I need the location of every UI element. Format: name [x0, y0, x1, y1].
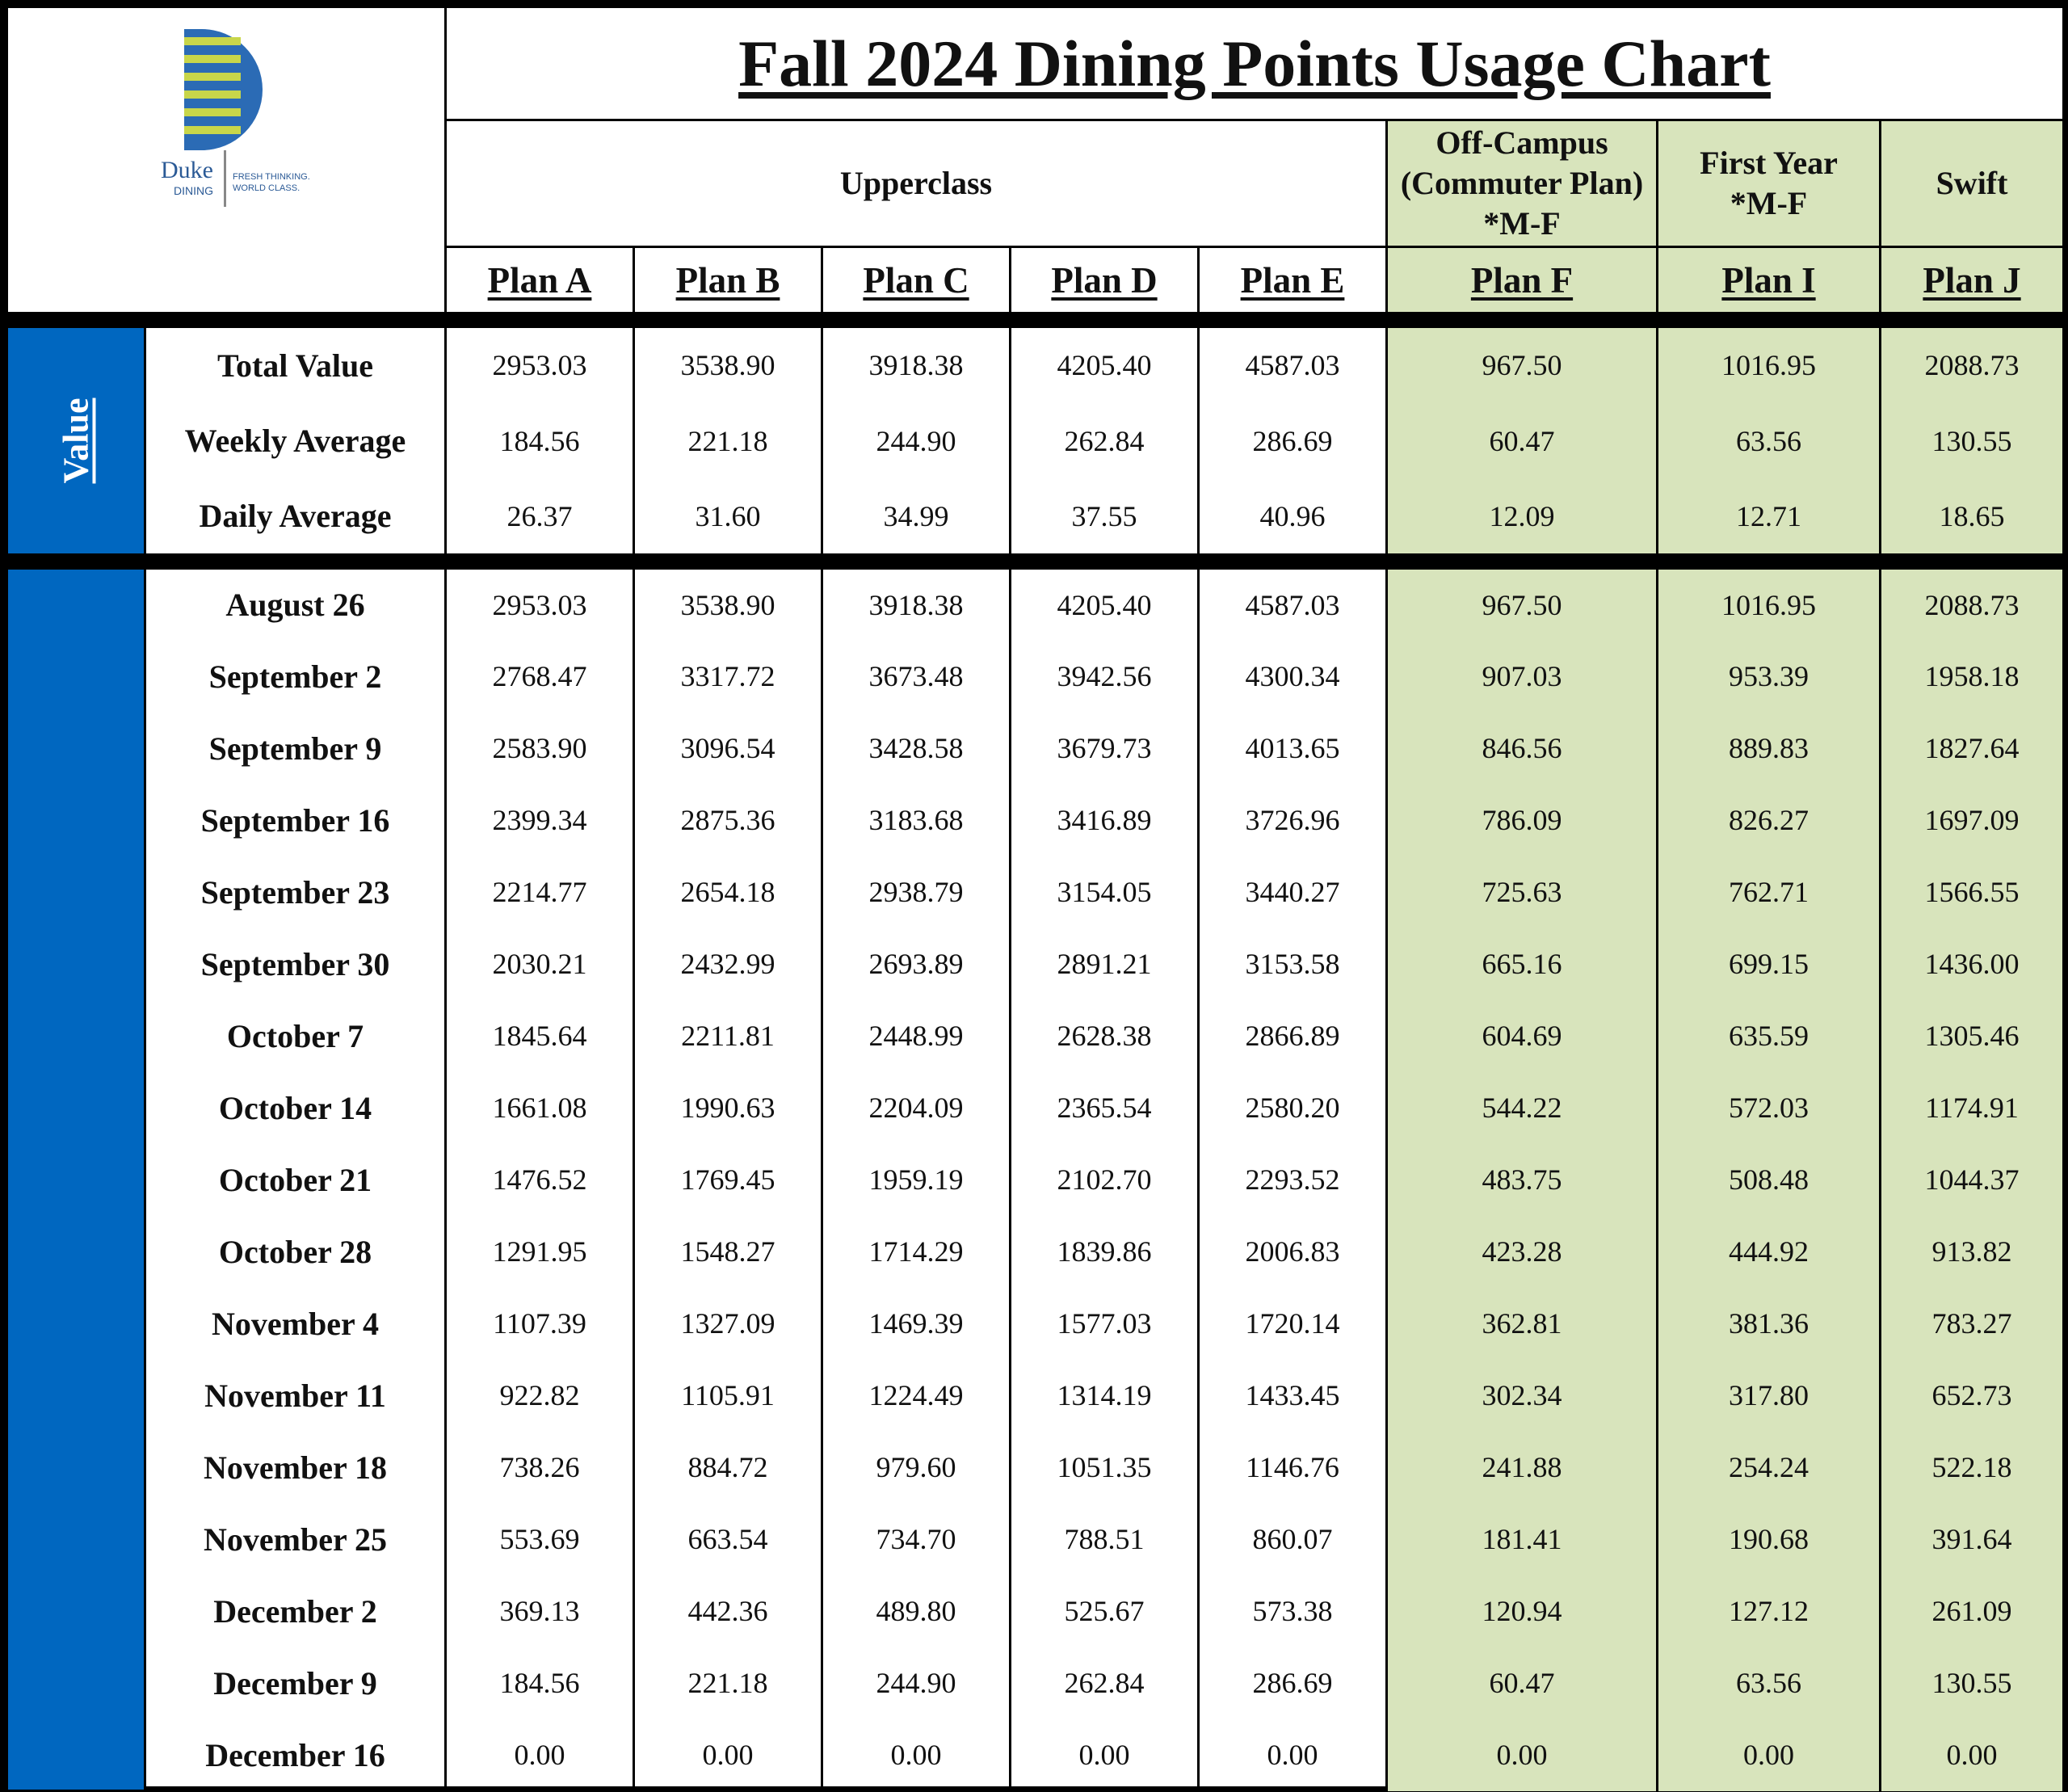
week-row [7, 1144, 2064, 1216]
value-cell: 508.48 [1658, 1144, 1881, 1216]
value-cell: 2891.21 [1011, 928, 1199, 1000]
value-cell: 2583.90 [446, 713, 634, 785]
plan-header: Plan I [1658, 247, 1881, 313]
value-cell: 2293.52 [1199, 1144, 1387, 1216]
logo-stripe [184, 73, 241, 81]
value-cell: 1959.19 [822, 1144, 1011, 1216]
logo-stripe [184, 37, 241, 45]
value-cell: 120.94 [1387, 1575, 1658, 1647]
week-row [7, 1504, 2064, 1575]
value-cell: 1697.09 [1881, 785, 2064, 856]
value-cell: 1314.19 [1011, 1360, 1199, 1432]
value-cell: 3440.27 [1199, 856, 1387, 928]
value-cell: 0.00 [634, 1719, 822, 1791]
value-cell: 4013.65 [1199, 713, 1387, 785]
value-cell: 190.68 [1658, 1504, 1881, 1575]
value-cell: 444.92 [1658, 1216, 1881, 1288]
week-row [7, 1072, 2064, 1144]
value-cell: 1291.95 [446, 1216, 634, 1288]
value-cell: 3726.96 [1199, 785, 1387, 856]
value-cell: 725.63 [1387, 856, 1658, 928]
value-cell: 302.34 [1387, 1360, 1658, 1432]
value-cell: 489.80 [822, 1575, 1011, 1647]
value-cell: 734.70 [822, 1504, 1011, 1575]
value-cell: 2102.70 [1011, 1144, 1199, 1216]
value-cell: 391.64 [1881, 1504, 2064, 1575]
value-cell: 1327.09 [634, 1288, 822, 1360]
value-cell: 652.73 [1881, 1360, 2064, 1432]
group-off-campus [1387, 120, 1658, 247]
value-cell: 369.13 [446, 1575, 634, 1647]
value-cell: 2399.34 [446, 785, 634, 856]
value-cell: 286.69 [1199, 403, 1387, 479]
value-cell: 184.56 [446, 1647, 634, 1719]
logo-stripe [184, 55, 241, 63]
week-row [7, 928, 2064, 1000]
value-cell: 3942.56 [1011, 641, 1199, 713]
value-cell: 1827.64 [1881, 713, 2064, 785]
value-cell: 2768.47 [446, 641, 634, 713]
value-cell: 2365.54 [1011, 1072, 1199, 1144]
value-cell: 423.28 [1387, 1216, 1658, 1288]
row-label: October 21 [145, 1144, 446, 1216]
value-cell: 1839.86 [1011, 1216, 1199, 1288]
value-cell: 3428.58 [822, 713, 1011, 785]
value-cell: 442.36 [634, 1575, 822, 1647]
value-cell: 2628.38 [1011, 1000, 1199, 1072]
value-cell: 3183.68 [822, 785, 1011, 856]
value-cell: 1661.08 [446, 1072, 634, 1144]
value-cell: 2088.73 [1881, 569, 2064, 641]
week-row [7, 713, 2064, 785]
value-cell: 665.16 [1387, 928, 1658, 1000]
value-cell: 1436.00 [1881, 928, 2064, 1000]
group-first-year-line-2: *M-F [1730, 185, 1808, 221]
logo-sub-text: DINING [174, 184, 213, 197]
value-cell: 1845.64 [446, 1000, 634, 1072]
value-cell: 127.12 [1658, 1575, 1881, 1647]
value-cell: 889.83 [1658, 713, 1881, 785]
week-row [7, 569, 2064, 641]
value-cell: 604.69 [1387, 1000, 1658, 1072]
value-cell: 0.00 [1387, 1719, 1658, 1791]
row-label: November 25 [145, 1504, 446, 1575]
value-cell: 34.99 [822, 479, 1011, 555]
value-cell: 3679.73 [1011, 713, 1199, 785]
row-label: Total Value [145, 327, 446, 403]
plan-header: Plan B [634, 247, 822, 313]
value-cell: 553.69 [446, 1504, 634, 1575]
value-cell: 0.00 [1011, 1719, 1199, 1791]
separator-bar [7, 555, 2064, 569]
separator-bar [7, 313, 2064, 327]
row-label: November 18 [145, 1432, 446, 1504]
weekly-section-band [7, 569, 145, 1791]
value-cell: 2204.09 [822, 1072, 1011, 1144]
value-cell: 0.00 [446, 1719, 634, 1791]
week-row [7, 1000, 2064, 1072]
row-label: September 23 [145, 856, 446, 928]
value-cell: 362.81 [1387, 1288, 1658, 1360]
value-cell: 913.82 [1881, 1216, 2064, 1288]
value-cell: 1566.55 [1881, 856, 2064, 928]
value-cell: 544.22 [1387, 1072, 1658, 1144]
logo-tagline-2: WORLD CLASS. [233, 183, 301, 193]
duke-dining-logo [145, 23, 331, 217]
value-cell: 18.65 [1881, 479, 2064, 555]
group-swift: Swift [1881, 120, 2064, 247]
value-cell: 2214.77 [446, 856, 634, 928]
value-cell: 60.47 [1387, 403, 1658, 479]
value-cell: 12.09 [1387, 479, 1658, 555]
week-row [7, 1216, 2064, 1288]
value-cell: 1107.39 [446, 1288, 634, 1360]
value-section-band [7, 327, 145, 555]
value-cell: 40.96 [1199, 479, 1387, 555]
logo-brand-text: Duke [161, 157, 213, 183]
group-off-campus-line-3: *M-F [1483, 205, 1561, 242]
value-cell: 525.67 [1011, 1575, 1199, 1647]
value-cell: 699.15 [1658, 928, 1881, 1000]
logo-divider [224, 150, 226, 207]
value-cell: 572.03 [1658, 1072, 1881, 1144]
value-cell: 0.00 [822, 1719, 1011, 1791]
value-cell: 2866.89 [1199, 1000, 1387, 1072]
value-cell: 2448.99 [822, 1000, 1011, 1072]
row-label: December 16 [145, 1719, 446, 1791]
value-row [7, 479, 2064, 555]
value-cell: 4300.34 [1199, 641, 1387, 713]
value-cell: 786.09 [1387, 785, 1658, 856]
value-row [7, 403, 2064, 479]
week-row [7, 785, 2064, 856]
group-first-year [1658, 120, 1881, 247]
value-cell: 967.50 [1387, 569, 1658, 641]
week-row [7, 1360, 2064, 1432]
row-label: October 28 [145, 1216, 446, 1288]
row-label: September 2 [145, 641, 446, 713]
section-separator [7, 555, 2064, 569]
row-label: September 9 [145, 713, 446, 785]
week-row [7, 1432, 2064, 1504]
group-upperclass: Upperclass [446, 120, 1387, 247]
logo-stripe [184, 108, 241, 116]
value-cell: 573.38 [1199, 1575, 1387, 1647]
value-cell: 1548.27 [634, 1216, 822, 1288]
group-first-year-line-1: First Year [1700, 145, 1838, 181]
value-cell: 846.56 [1387, 713, 1658, 785]
value-cell: 4587.03 [1199, 569, 1387, 641]
value-cell: 63.56 [1658, 1647, 1881, 1719]
value-cell: 221.18 [634, 1647, 822, 1719]
value-cell: 2938.79 [822, 856, 1011, 928]
value-cell: 4205.40 [1011, 327, 1199, 403]
value-cell: 860.07 [1199, 1504, 1387, 1575]
value-cell: 244.90 [822, 1647, 1011, 1719]
group-off-campus-line-2: (Commuter Plan) [1400, 165, 1644, 201]
value-cell: 12.71 [1658, 479, 1881, 555]
row-label: December 9 [145, 1647, 446, 1719]
plan-header: Plan E [1199, 247, 1387, 313]
value-row [7, 327, 2064, 403]
value-cell: 0.00 [1881, 1719, 2064, 1791]
value-cell: 3918.38 [822, 569, 1011, 641]
value-cell: 2953.03 [446, 327, 634, 403]
value-cell: 1224.49 [822, 1360, 1011, 1432]
value-cell: 381.36 [1658, 1288, 1881, 1360]
value-cell: 0.00 [1199, 1719, 1387, 1791]
value-cell: 2693.89 [822, 928, 1011, 1000]
value-cell: 60.47 [1387, 1647, 1658, 1719]
value-cell: 2953.03 [446, 569, 634, 641]
value-cell: 953.39 [1658, 641, 1881, 713]
value-cell: 738.26 [446, 1432, 634, 1504]
row-label: September 30 [145, 928, 446, 1000]
value-cell: 3096.54 [634, 713, 822, 785]
value-cell: 1174.91 [1881, 1072, 2064, 1144]
value-cell: 1958.18 [1881, 641, 2064, 713]
value-cell: 762.71 [1658, 856, 1881, 928]
value-cell: 907.03 [1387, 641, 1658, 713]
plan-header: Plan J [1881, 247, 2064, 313]
logo-stripe [184, 90, 241, 99]
row-label: September 16 [145, 785, 446, 856]
value-section-label: Value [56, 398, 96, 484]
value-cell: 922.82 [446, 1360, 634, 1432]
value-cell: 181.41 [1387, 1504, 1658, 1575]
value-cell: 2088.73 [1881, 327, 2064, 403]
value-cell: 1146.76 [1199, 1432, 1387, 1504]
row-label: Daily Average [145, 479, 446, 555]
row-label: August 26 [145, 569, 446, 641]
value-cell: 1044.37 [1881, 1144, 2064, 1216]
value-cell: 130.55 [1881, 403, 2064, 479]
value-cell: 1105.91 [634, 1360, 822, 1432]
value-cell: 1469.39 [822, 1288, 1011, 1360]
value-cell: 1433.45 [1199, 1360, 1387, 1432]
value-cell: 184.56 [446, 403, 634, 479]
value-cell: 1051.35 [1011, 1432, 1199, 1504]
week-row [7, 1575, 2064, 1647]
value-cell: 2580.20 [1199, 1072, 1387, 1144]
row-label: November 11 [145, 1360, 446, 1432]
plan-header: Plan A [446, 247, 634, 313]
value-cell: 1305.46 [1881, 1000, 2064, 1072]
row-label: November 4 [145, 1288, 446, 1360]
value-cell: 254.24 [1658, 1432, 1881, 1504]
value-cell: 3416.89 [1011, 785, 1199, 856]
value-cell: 244.90 [822, 403, 1011, 479]
week-row [7, 1288, 2064, 1360]
value-cell: 967.50 [1387, 327, 1658, 403]
value-cell: 2875.36 [634, 785, 822, 856]
value-cell: 2654.18 [634, 856, 822, 928]
value-cell: 31.60 [634, 479, 822, 555]
value-cell: 2006.83 [1199, 1216, 1387, 1288]
value-cell: 979.60 [822, 1432, 1011, 1504]
value-cell: 262.84 [1011, 1647, 1199, 1719]
value-cell: 3673.48 [822, 641, 1011, 713]
value-cell: 635.59 [1658, 1000, 1881, 1072]
week-row [7, 856, 2064, 928]
value-cell: 262.84 [1011, 403, 1199, 479]
value-cell: 261.09 [1881, 1575, 2064, 1647]
value-cell: 1720.14 [1199, 1288, 1387, 1360]
logo-stripe [184, 126, 241, 134]
value-cell: 1769.45 [634, 1144, 822, 1216]
plan-header: Plan D [1011, 247, 1199, 313]
header-separator [7, 313, 2064, 327]
value-cell: 522.18 [1881, 1432, 2064, 1504]
week-row [7, 641, 2064, 713]
row-label: December 2 [145, 1575, 446, 1647]
value-cell: 884.72 [634, 1432, 822, 1504]
value-cell: 788.51 [1011, 1504, 1199, 1575]
value-cell: 286.69 [1199, 1647, 1387, 1719]
value-cell: 241.88 [1387, 1432, 1658, 1504]
logo-tagline-1: FRESH THINKING. [233, 172, 310, 182]
value-cell: 0.00 [1658, 1719, 1881, 1791]
value-cell: 317.80 [1658, 1360, 1881, 1432]
plan-header: Plan C [822, 247, 1011, 313]
value-cell: 3918.38 [822, 327, 1011, 403]
value-cell: 4205.40 [1011, 569, 1199, 641]
group-off-campus-line-1: Off-Campus [1435, 124, 1608, 161]
value-cell: 3153.58 [1199, 928, 1387, 1000]
value-cell: 1476.52 [446, 1144, 634, 1216]
value-cell: 826.27 [1658, 785, 1881, 856]
value-cell: 3317.72 [634, 641, 822, 713]
value-cell: 4587.03 [1199, 327, 1387, 403]
row-label: October 14 [145, 1072, 446, 1144]
value-cell: 1714.29 [822, 1216, 1011, 1288]
value-cell: 2211.81 [634, 1000, 822, 1072]
week-row [7, 1719, 2064, 1791]
row-label: October 7 [145, 1000, 446, 1072]
value-cell: 221.18 [634, 403, 822, 479]
value-cell: 1016.95 [1658, 569, 1881, 641]
value-cell: 783.27 [1881, 1288, 2064, 1360]
value-cell: 663.54 [634, 1504, 822, 1575]
value-cell: 2030.21 [446, 928, 634, 1000]
value-cell: 26.37 [446, 479, 634, 555]
value-cell: 1990.63 [634, 1072, 822, 1144]
value-cell: 63.56 [1658, 403, 1881, 479]
plan-header: Plan F [1387, 247, 1658, 313]
dining-points-table [6, 6, 2065, 1792]
value-cell: 3538.90 [634, 569, 822, 641]
logo-cell [7, 7, 446, 313]
value-cell: 37.55 [1011, 479, 1199, 555]
page-title: Fall 2024 Dining Points Usage Chart [446, 7, 2064, 120]
value-cell: 2432.99 [634, 928, 822, 1000]
row-label: Weekly Average [145, 403, 446, 479]
value-cell: 3154.05 [1011, 856, 1199, 928]
value-cell: 1577.03 [1011, 1288, 1199, 1360]
value-cell: 3538.90 [634, 327, 822, 403]
value-cell: 130.55 [1881, 1647, 2064, 1719]
value-cell: 1016.95 [1658, 327, 1881, 403]
value-cell: 483.75 [1387, 1144, 1658, 1216]
week-row [7, 1647, 2064, 1719]
